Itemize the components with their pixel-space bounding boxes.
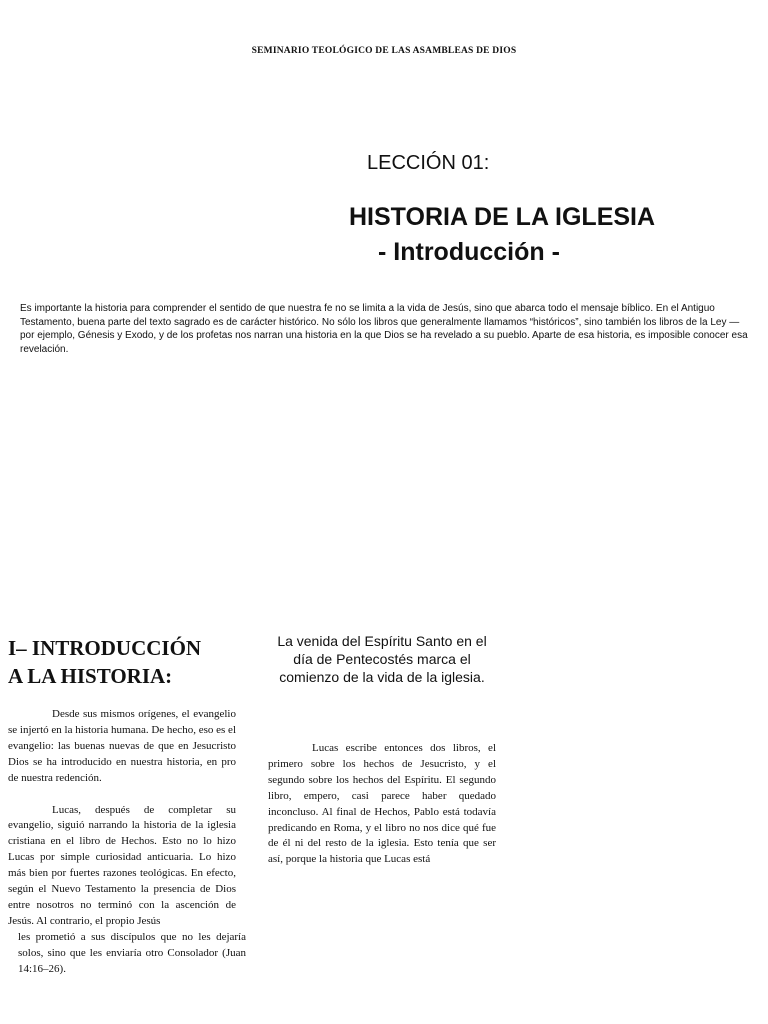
document-header: SEMINARIO TEOLÓGICO DE LAS ASAMBLEAS DE DIOS	[251, 46, 517, 56]
pull-quote: La venida del Espíritu Santo en el día de Pentecostés marca el comienzo de la vida de la iglesia.	[277, 633, 487, 685]
section-heading-line2: A LA HISTORIA:	[8, 664, 173, 688]
left-column	[8, 707, 246, 978]
intro-text: Es importante la historia para comprender el sentido de que nuestra fe no se limita a la vida de Jesús, sino que abarca todo el mensaje bíblico. En el Antiguo Testamento, buena parte del texto sagrado es de carácter histórico. No sólo los libros que generalmente llamamos “históricos”, sino también los libros de la Ley —por ejemplo, Génesis y Exodo, y de los profetas nos narran una historia en la que Dios se ha revelado a su pueblo. Aparte de esa historia, es imposible conocer esa revelación.	[20, 303, 748, 355]
left-paragraph-2: Lucas, después de completar su evangelio, siguió narrando la historia de la iglesia cristiana en el libro de Hechos. Esto no lo hizo Lucas por simple curiosidad anticuaria. Lo hizo más bien por fuertes razones teológicas. En efecto, según el Nuevo Testamento la presencia de Dios entre nosotros no terminó con la ascención de Jesús. Al contrario, el propio Jesús	[8, 803, 236, 927]
right-paragraph-1: Lucas escribe entonces dos libros, el primero sobre los hechos de Jesucristo, y el segundo sobre los hechos del Espíritu. El segundo libro, empero, casi parece haber quedado inconcluso. Al final de Hechos, Pablo está todavía predicando en Roma, y el libro no nos dice qué fue de él ni del resto de la iglesia. Esto tenía que ser así, porque la historia que Lucas está	[268, 742, 496, 866]
left-paragraph-3: les prometió a sus discípulos que no les dejaría solos, sino que les enviaría otro Consolador (Juan 14:16–26).	[18, 930, 246, 975]
section-heading-line1: I– INTRODUCCIÓN	[8, 636, 202, 660]
page-subtitle: - Introducción -	[378, 238, 560, 266]
section-heading	[8, 634, 258, 690]
page-title: HISTORIA DE LA IGLESIA	[349, 203, 656, 231]
intro-paragraph	[20, 302, 752, 356]
left-paragraph-1: Desde sus mismos orígenes, el evangelio se injertó en la historia humana. De hecho, eso es el evangelio: las buenas nuevas de que en Jesucristo Dios se ha introducido en nuestra historia, en pro de nuestra redención.	[8, 708, 236, 784]
right-column	[268, 741, 496, 868]
lesson-number: LECCIÓN 01:	[367, 152, 490, 174]
